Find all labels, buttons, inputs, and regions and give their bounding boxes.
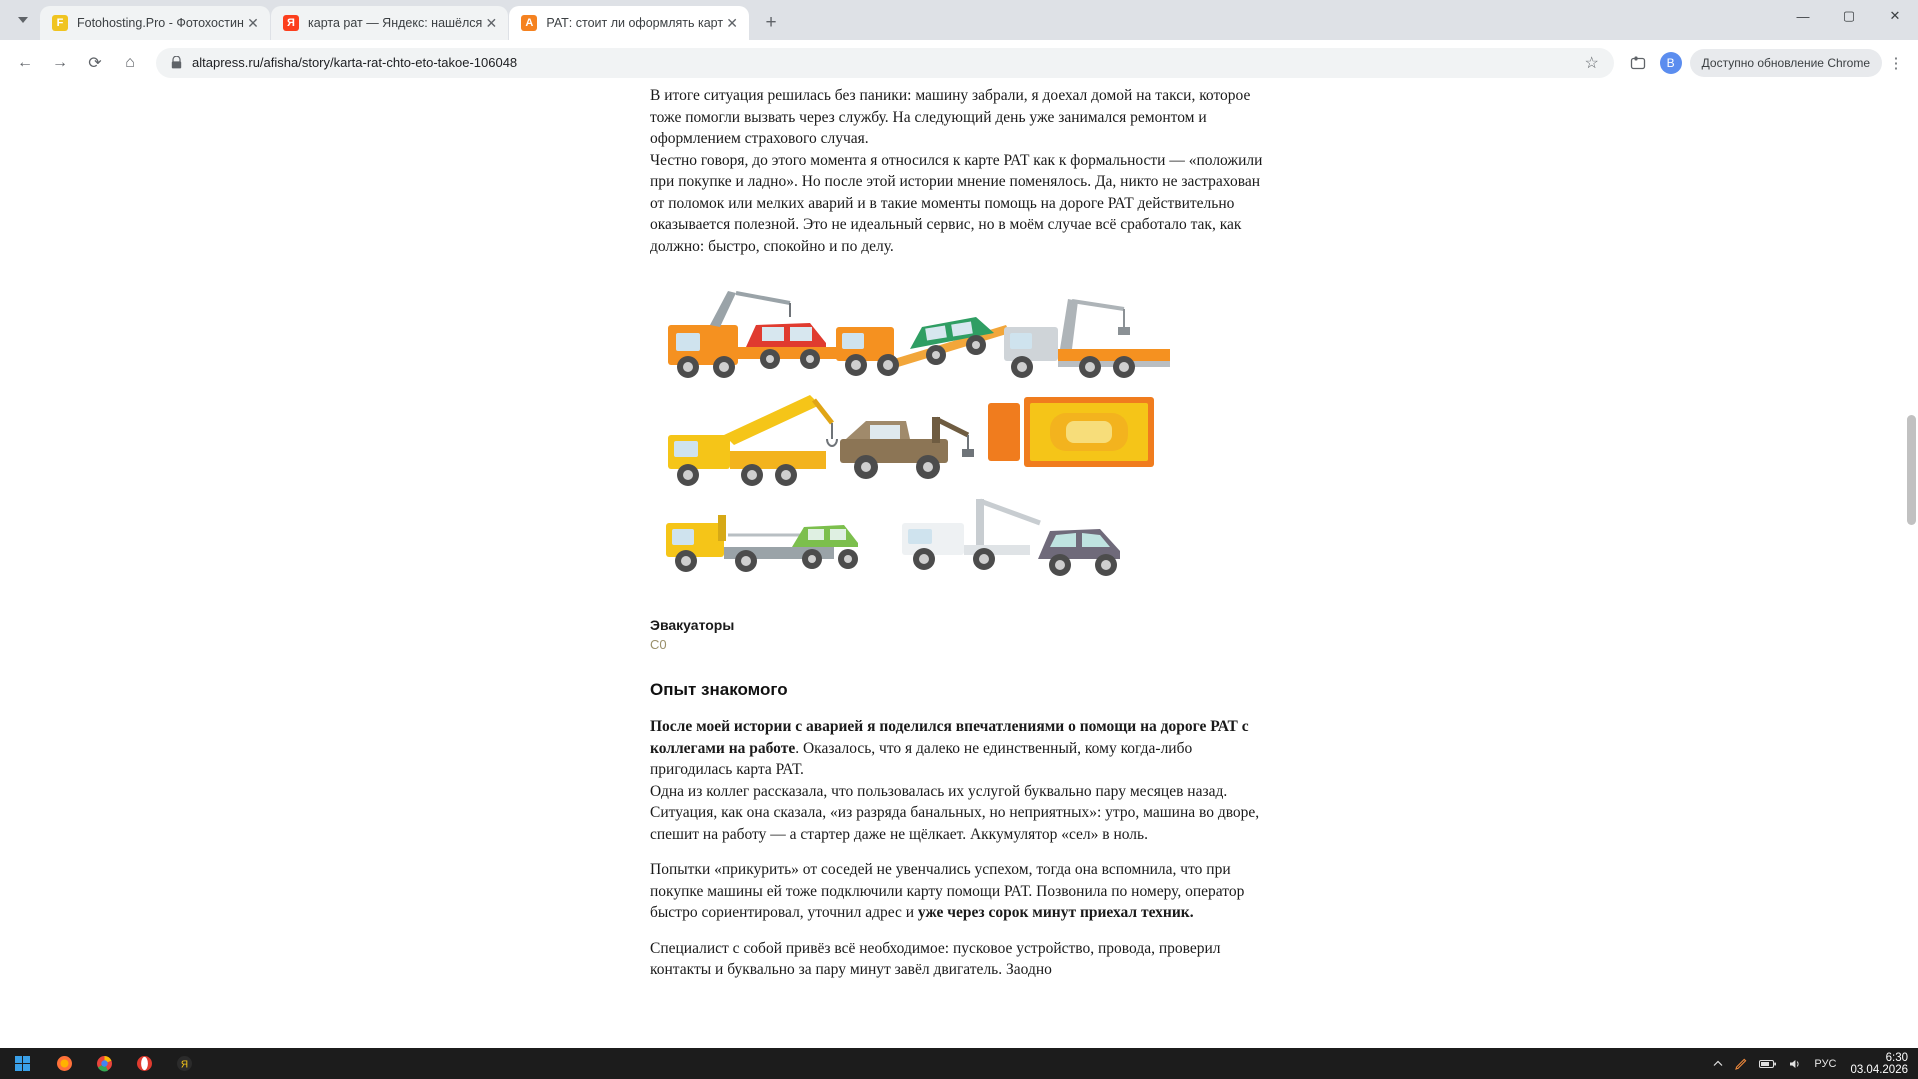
favicon-altapress: А	[521, 15, 537, 31]
chrome-update-button[interactable]: Доступно обновление Chrome	[1690, 49, 1882, 77]
scrollbar-thumb[interactable]	[1907, 415, 1916, 525]
start-icon[interactable]	[0, 1048, 44, 1079]
tab-fotohosting[interactable]	[40, 6, 270, 40]
tab-yandex-search[interactable]	[271, 6, 508, 40]
browser-menu-icon[interactable]: ⋮	[1888, 54, 1904, 72]
home-icon[interactable]: ⌂	[125, 53, 135, 71]
chrome-icon[interactable]	[84, 1048, 124, 1079]
favicon-yandex: Я	[283, 15, 299, 31]
section-heading: Опыт знакомого	[650, 680, 788, 699]
avatar[interactable]: В	[1660, 52, 1682, 74]
paragraph-colleagues-rest: . Оказалось, что я далеко не единственный, кому когда-либо пригодилась карта РАТ.	[650, 739, 1193, 778]
image-caption-source: C0	[650, 637, 667, 652]
paragraph-clipped: В итоге ситуация решилась без паники: машину забрали, я доехал домой на такси, которое тоже помогли вызвать через службу. На следующий день уже занимался ремонтом и оформлением страхового случая.	[650, 87, 1251, 147]
yandex-icon[interactable]	[164, 1048, 204, 1079]
extensions-icon[interactable]	[1624, 49, 1652, 77]
pen-icon[interactable]	[1735, 1058, 1747, 1070]
chevron-up-icon[interactable]	[1713, 1060, 1723, 1067]
clock-date: 03.04.2026	[1850, 1063, 1908, 1076]
paragraph-attempts	[650, 859, 1268, 924]
address-bar[interactable]	[156, 48, 1614, 78]
favicon-fotohosting: F	[52, 15, 68, 31]
tow-truck-illustration	[650, 275, 1268, 605]
paragraph-colleague-story: Одна из коллег рассказала, что пользовалась их услугой буквально пару месяцев назад. Ситуация, как она сказала, «из разряда банальных, но неприятных»: утро, машина во дворе, спешит на работу — а стартер даже не щёлкает. Аккумулятор «сел» в ноль.	[650, 782, 1260, 843]
reload-icon[interactable]: ⟳	[88, 54, 102, 72]
close-icon[interactable]: ✕	[726, 15, 738, 31]
windows-taskbar	[0, 1048, 1918, 1079]
volume-icon[interactable]	[1789, 1058, 1802, 1070]
window-controls	[1780, 0, 1918, 40]
battery-icon[interactable]	[1759, 1059, 1777, 1069]
image-caption-title: Эвакуаторы	[650, 617, 735, 633]
url-text: altapress.ru/afisha/story/karta-rat-chto-eto-takoe-106048	[192, 55, 518, 70]
firefox-icon[interactable]	[44, 1048, 84, 1079]
web-page	[0, 85, 1918, 1048]
clock-time: 6:30	[1885, 1051, 1908, 1064]
lock-icon	[166, 53, 186, 73]
system-tray	[1707, 1052, 1918, 1076]
page-scrollbar[interactable]	[1904, 85, 1918, 1048]
opera-icon[interactable]	[124, 1048, 164, 1079]
forward-icon[interactable]: →	[52, 53, 68, 71]
article-content	[650, 85, 1268, 981]
toolbar-right	[1620, 49, 1908, 77]
clock[interactable]	[1850, 1052, 1908, 1076]
tab-search-button[interactable]	[6, 0, 40, 40]
close-icon[interactable]: ✕	[485, 15, 498, 31]
close-icon[interactable]: ✕	[247, 15, 259, 31]
bookmark-icon[interactable]: ☆	[1584, 54, 1599, 72]
new-tab-button[interactable]: +	[765, 12, 777, 33]
maximize-button[interactable]: ▢	[1842, 8, 1856, 23]
svg-text:Я: Я	[180, 1059, 188, 1071]
paragraph-attempts-lead: Попытки «прикурить» от соседей не увенчались успехом, тогда она вспомнила, что при покупке машины ей тоже подключили карту помощи РАТ. Позвонила по номеру, оператор быстро сориентировал, уточнил адрес и	[650, 861, 1245, 921]
tab-rat-article[interactable]	[509, 6, 749, 40]
close-window-button[interactable]: ✕	[1889, 8, 1901, 23]
paragraph-opinion: Честно говоря, до этого момента я относился к карте РАТ как к формальности — «положили при покупке и ладно». Но после этой истории мнение поменялось. Да, никто не застрахован от поломок или мелких аварий и в такие моменты помощь на дороге РАТ действительно оказывается полезной. Это не идеальный сервис, но в моём случае всё сработало так, как должно: быстро, спокойно и по делу.	[650, 151, 1263, 255]
paragraph-attempts-tail: уже через сорок минут приехал техник.	[917, 904, 1194, 921]
tab-title: РАТ: стоит ли оформлять карт	[546, 16, 724, 30]
chevron-down-icon	[18, 17, 28, 23]
back-icon[interactable]: ←	[17, 53, 33, 71]
tab-title: Fotohosting.Pro - Фотохостин	[77, 16, 244, 30]
minimize-button[interactable]: —	[1796, 8, 1810, 24]
browser-toolbar	[0, 40, 1918, 85]
tab-title: карта рат — Яндекс: нашёлся	[308, 16, 483, 30]
paragraph-colleagues-lead: После моей истории с аварией я поделился впечатлениями о помощи на дороге РАТ с коллегами на работе	[650, 718, 1249, 757]
language-indicator[interactable]: РУС	[1814, 1057, 1837, 1070]
paragraph-colleagues	[650, 716, 1268, 781]
paragraph-specialist: Специалист с собой привёз всё необходимое: пусковое устройство, провода, проверил контакты и буквально за пару минут завёл двигатель. Заодно	[650, 939, 1221, 978]
tab-strip	[0, 0, 1918, 40]
page-viewport	[0, 85, 1918, 1048]
